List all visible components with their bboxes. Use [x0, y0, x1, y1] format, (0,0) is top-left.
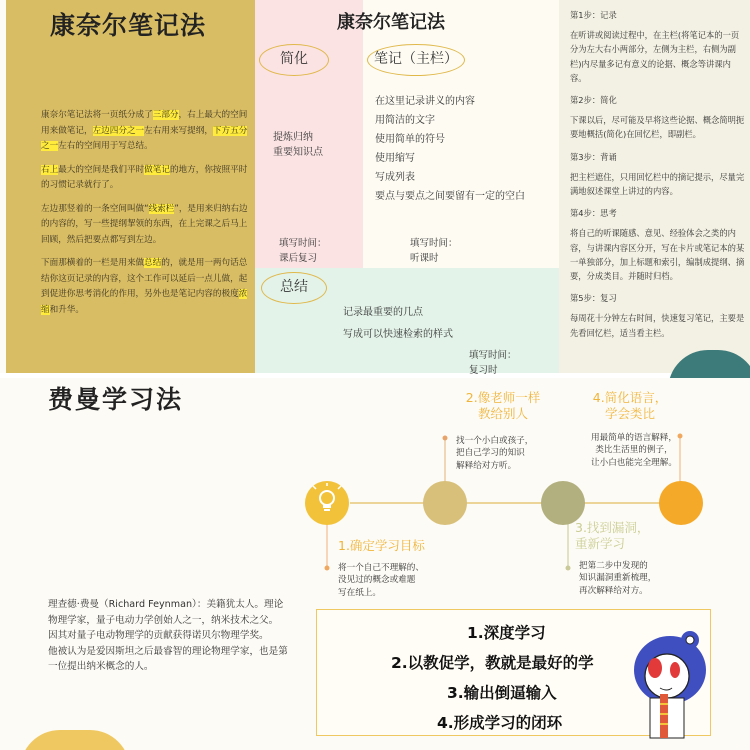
intro-text: ，右上最大的空间用来做笔记，	[41, 110, 248, 136]
intro-text: 的，就是用一两句话总结你这页记录的内容，这个工作可以延后一点儿做，起到促进你思考消化的作用，另外也是笔记内容的极度	[41, 258, 248, 299]
cornell-step-desc: 下课以后，尽可能及早将这些论据、概念简明扼要地概括(简化)在回忆栏，即副栏。	[570, 115, 745, 140]
highlighted-text: 线索栏	[148, 203, 175, 214]
intro-text: 左右用来写提纲，	[144, 125, 213, 136]
intro-text: 下面那横着的一栏是用来做	[41, 258, 145, 268]
cornell-intro-title: 康奈尔笔记法	[50, 11, 207, 40]
summary-point: 1.深度学习	[467, 624, 546, 642]
step-title-line: 2.像老师一样	[465, 390, 541, 405]
highlighted-text: 右上	[41, 164, 59, 175]
cue-label: 简化	[259, 44, 329, 76]
intro-paragraph	[41, 108, 253, 155]
step-title-line: 4.简化语言，	[592, 390, 668, 405]
step-title-line: 教给别人	[477, 406, 528, 421]
cornell-step-title: 第1步：记录	[570, 10, 617, 20]
step-desc-line: 没见过的概念或难题	[338, 575, 416, 586]
notes-item: 写成列表	[375, 172, 415, 183]
summary-point: 2.以教促学，教就是最好的学	[391, 654, 594, 672]
fill-time-value: 课后复习	[279, 253, 318, 264]
highlighted-text: 下方五分之一	[41, 125, 248, 151]
step-desc-line: 解释给对方听。	[456, 460, 517, 471]
intro-text: 和升华。	[49, 304, 84, 315]
bio-paragraph: 理查德·费曼（Richard Feynman）：美籍犹太人。理论物理学家，量子电动力学创始人之一，纳米技术之父。	[48, 599, 284, 626]
summary-list	[343, 302, 453, 346]
step-desc-line: 将一个自己不理解的、	[338, 563, 424, 573]
cue-text-line: 提炼归纳	[273, 132, 313, 143]
cornell-template-title: 康奈尔笔记法	[337, 12, 445, 33]
highlighted-text: 做笔记	[144, 164, 170, 175]
cornell-step-title: 第4步：思考	[570, 208, 617, 219]
feynman-title: 费曼学习法	[48, 385, 184, 414]
bio-paragraph: 因其对量子电动物理学的贡献获得诺贝尔物理学奖。	[48, 630, 269, 642]
cornell-intro-body	[41, 108, 253, 326]
summary-item: 写成可以快速检索的样式	[343, 329, 453, 340]
step-desc-line: 把自己学习的知识	[456, 448, 525, 459]
step-desc-line: 再次解释给对方。	[579, 585, 648, 596]
summary-item: 记录最重要的几点	[343, 307, 423, 318]
intro-text: 左边那竖着的一条空间叫做“	[41, 203, 149, 214]
highlighted-text: 总结	[144, 258, 162, 268]
cornell-step-desc: 把主栏遮住，只用回忆栏中的摘记提示，尽量完满地叙述课堂上讲过的内容。	[570, 171, 745, 197]
highlighted-text: 浓缩	[41, 289, 248, 315]
cornell-step-desc: 每周花十分钟左右时间，快速复习笔记，主要是先看回忆栏，适当看主栏。	[570, 313, 745, 338]
summary-point: 4.形成学习的闭环	[437, 714, 563, 732]
cornell-step-desc: 在听讲或阅读过程中，在主栏(将笔记本的一页分为左大右小两部分，左侧为主栏，右侧为副栏)内尽量多记有意义的论据、概念等讲课内容。	[570, 30, 740, 83]
summary-label: 总结	[261, 272, 327, 304]
intro-paragraph	[41, 256, 253, 318]
notes-item: 用简洁的文字	[375, 115, 435, 126]
intro-text: ”，是用来归纳右边的内容的，写一些提纲挈领的东西，在上完课之后马上回顾，然后把要点都写到左边。	[41, 203, 248, 245]
step-title-line: 1.确定学习目标	[338, 538, 425, 553]
cornell-step-title: 第3步：背诵	[570, 151, 617, 162]
step-desc-line: 把第二步中发现的	[579, 561, 648, 571]
notes-fill-time	[410, 236, 458, 266]
cornell-template	[255, 0, 559, 376]
cornell-step-title: 第2步：简化	[570, 95, 617, 106]
cornell-step-desc: 将自己的听课随感、意见、经验体会之类的内容，与讲课内容区分开，写在卡片或笔记本的某一单独部分，加上标题和索引，编制成提纲、摘要，分成类目。并随时归档。	[570, 228, 745, 282]
intro-text: 左右的空间用于写总结。	[58, 141, 153, 151]
bio-paragraph: 他被认为是爱因斯坦之后最睿智的理论物理学家，也是第一位提出纳米概念的人。	[48, 645, 288, 673]
step-desc-line: 写在纸上。	[338, 587, 381, 598]
intro-text: 康奈尔笔记法将一页纸分成了	[41, 110, 153, 120]
fill-time-label: 填写时间：	[410, 238, 458, 249]
highlighted-text: 三部分	[152, 110, 179, 120]
cue-text	[273, 130, 323, 160]
notes-item: 要点与要点之间要留有一定的空白	[375, 191, 525, 202]
intro-text: 的地方，你按照平时的习惯记录就行了。	[41, 164, 248, 190]
girl-illustration-figure	[634, 631, 706, 738]
step-desc-line: 用最简单的语言解释，	[591, 433, 677, 443]
step-title-line: 学会类比	[604, 406, 655, 421]
notes-item: 使用缩写	[375, 153, 415, 164]
intro-paragraph	[41, 163, 253, 194]
intro-text: 最大的空间是我们平时	[58, 164, 145, 175]
notes-item: 在这里记录讲义的内容	[375, 96, 475, 107]
notes-label: 笔记（主栏）	[367, 44, 465, 76]
step-desc-line: 类比生活里的例子，	[595, 445, 673, 456]
step-title-line: 3.找到漏洞，	[575, 520, 650, 535]
intro-paragraph	[41, 202, 253, 249]
fill-time-value: 复习时	[469, 365, 498, 376]
step-title-line: 重新学习	[575, 536, 626, 551]
step-desc-line: 找一个小白或孩子，	[456, 436, 534, 446]
step-desc-line: 让小白也能完全理解。	[591, 457, 677, 468]
feynman-section	[0, 378, 750, 750]
cornell-intro-panel	[6, 0, 255, 373]
fill-time-label: 填写时间：	[279, 238, 327, 249]
step-desc-line: 知识漏洞重新梳理，	[579, 573, 657, 584]
fill-time-value: 听课时	[410, 253, 439, 264]
girl-illustration	[0, 378, 750, 750]
fill-time-label: 填写时间：	[469, 350, 517, 361]
cue-text-line: 重要知识点	[273, 147, 323, 158]
notes-item: 使用简单的符号	[375, 134, 445, 145]
cue-fill-time	[279, 236, 327, 266]
summary-fill-time	[469, 348, 517, 378]
cornell-step-title: 第5步：复习	[570, 293, 617, 304]
summary-point: 3.输出倒逼输入	[447, 684, 557, 702]
highlighted-text: 左边四分之一	[92, 125, 145, 136]
cornell-steps-panel	[559, 0, 750, 373]
notes-list	[375, 92, 525, 206]
cornell-steps-list	[570, 8, 746, 340]
